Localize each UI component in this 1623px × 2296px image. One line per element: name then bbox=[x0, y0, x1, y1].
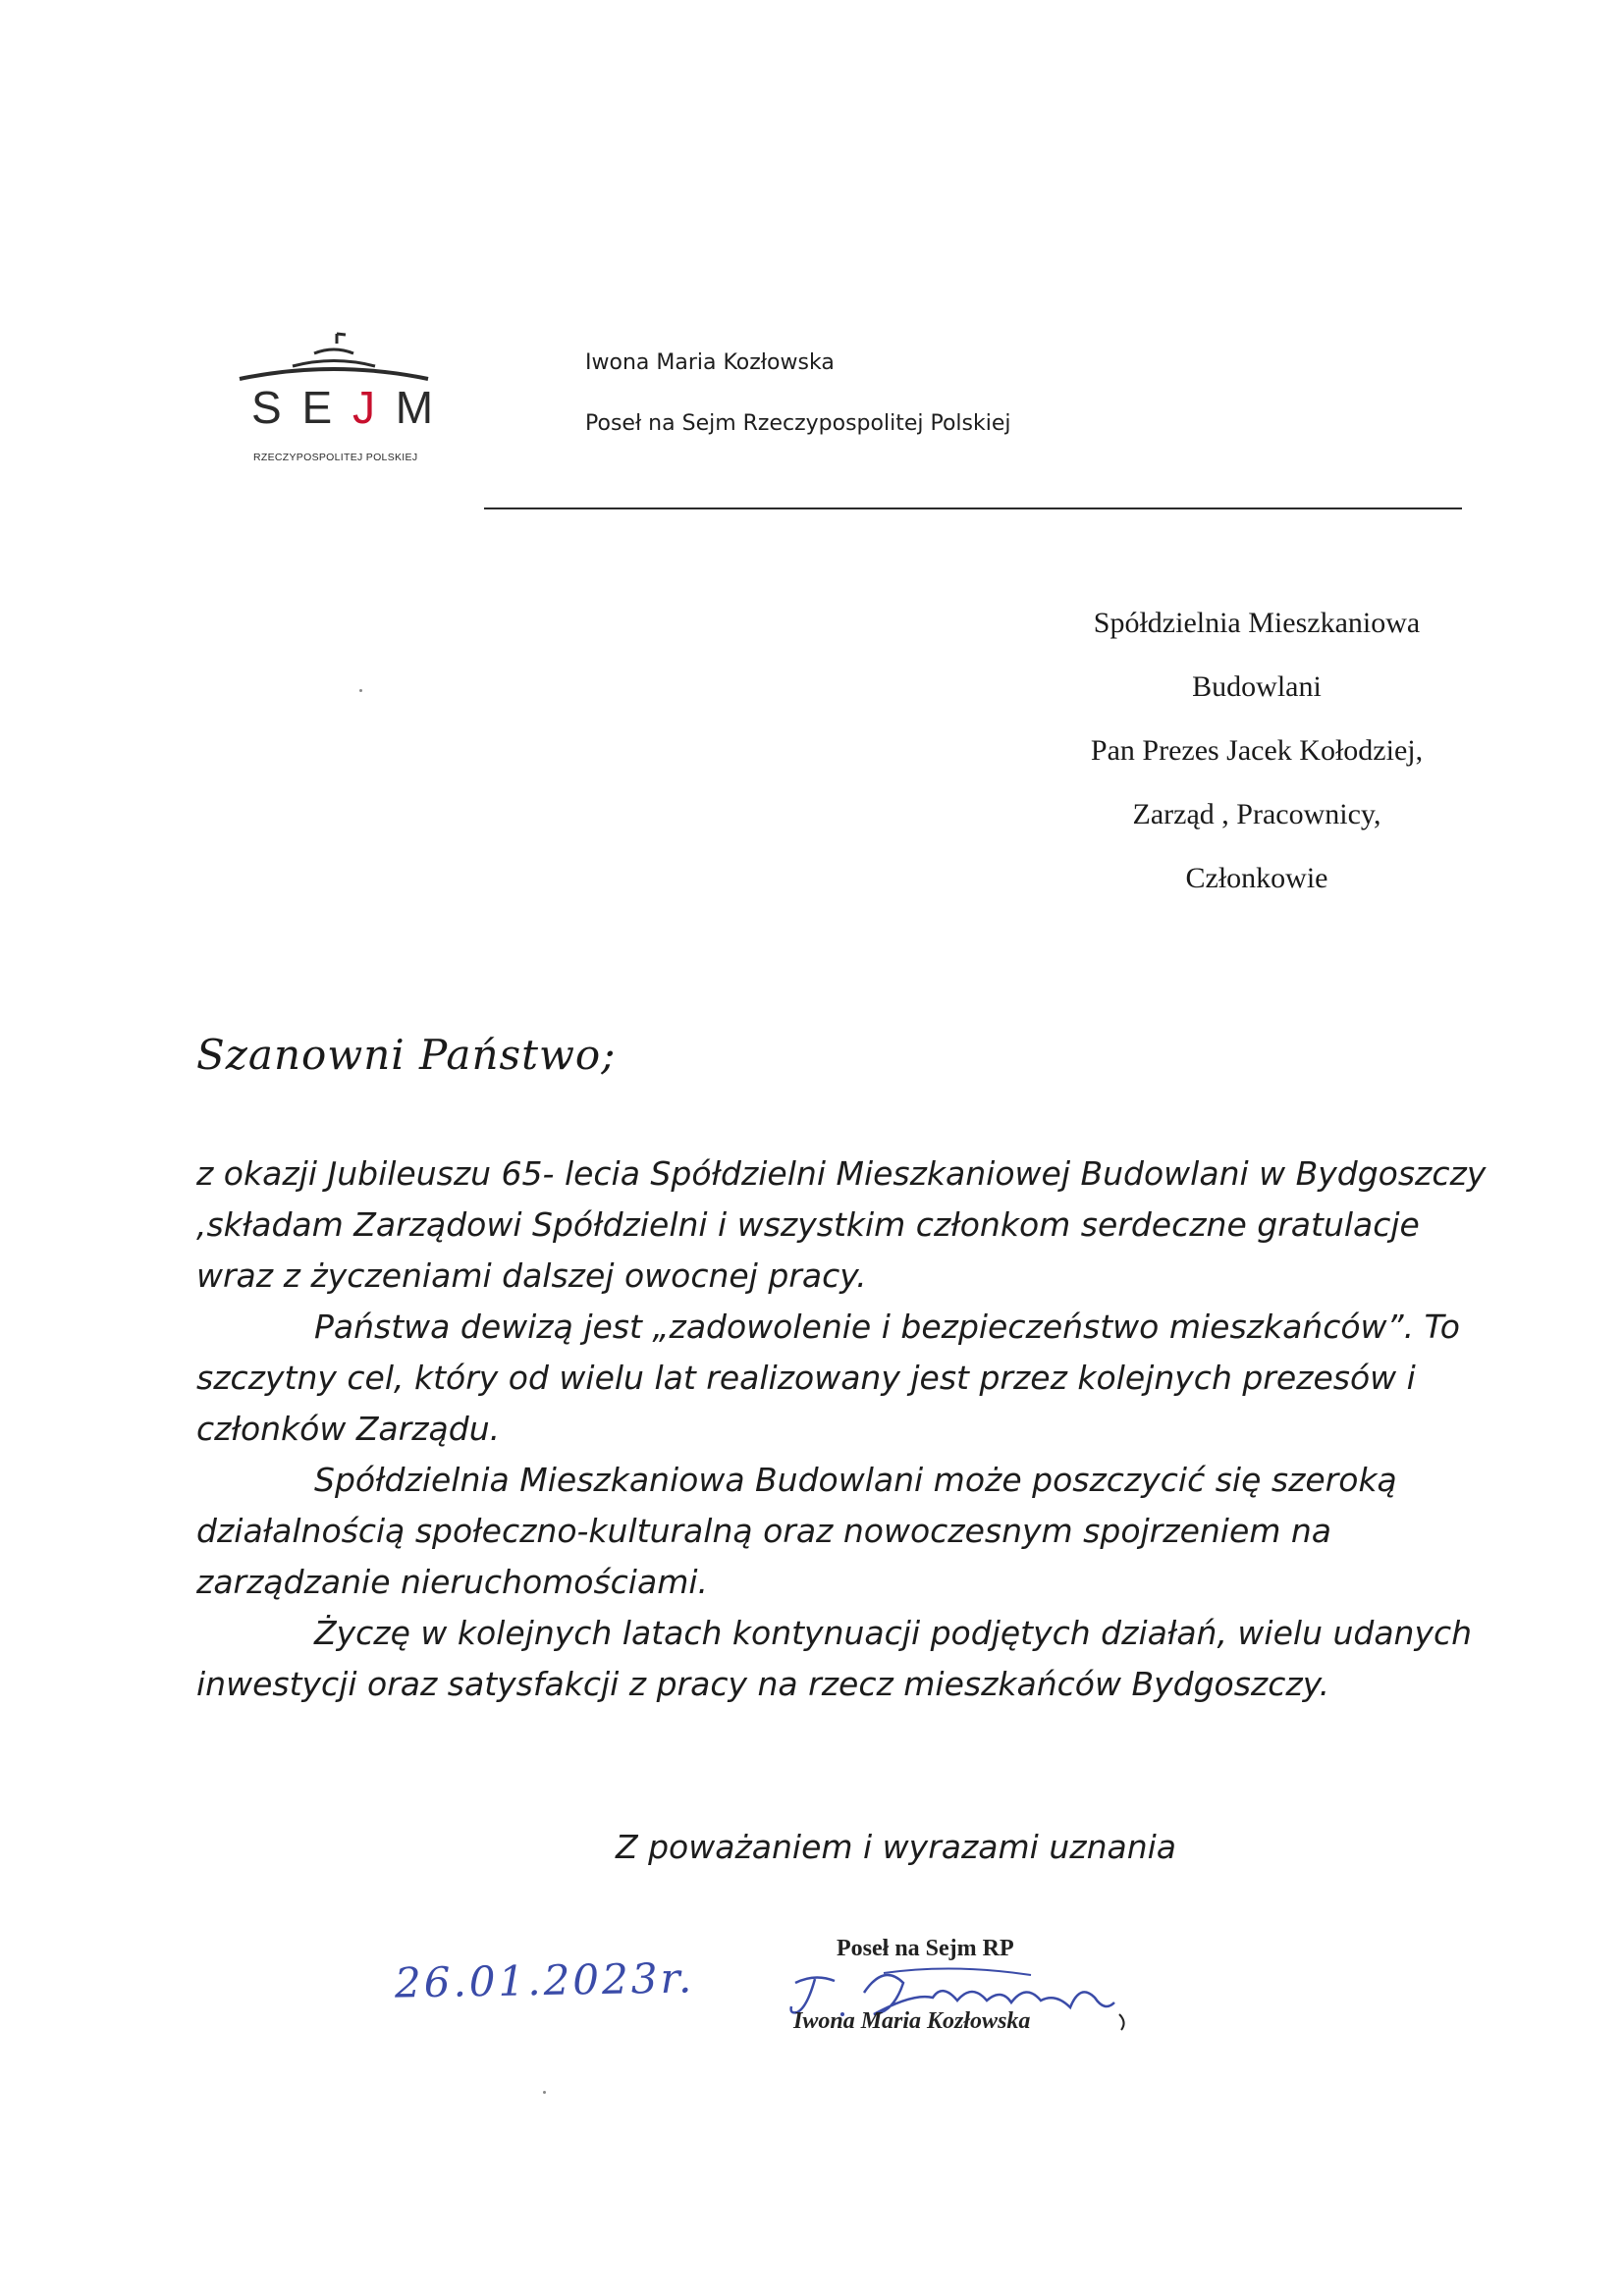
addressee-line: Zarząd , Pracownicy, bbox=[1132, 798, 1381, 830]
addressee-line: Członkowie bbox=[1185, 862, 1328, 894]
body-paragraph: Państwa dewizą jest „zadowolenie i bezpieczeństwo mieszkańców”. To szczytny cel, który od wielu lat realizowany jest przez kolejnych prezesów i członków Zarządu. bbox=[196, 1308, 1460, 1448]
sender-title: Poseł na Sejm Rzeczypospolitej Polskiej bbox=[585, 411, 1011, 436]
addressee-line: Spółdzielnia Mieszkaniowa bbox=[1093, 607, 1421, 639]
body-paragraph: Życzę w kolejnych latach kontynuacji podjętych działań, wielu udanych inwestycji oraz satysfakcji z pracy na rzecz mieszkańców Bydgoszczy. bbox=[196, 1614, 1473, 1703]
body-paragraph: Spółdzielnia Mieszkaniowa Budowlani może poszczycić się szeroką działalnością społeczno-kulturalną oraz nowoczesnym spojrzeniem na zarządzanie nieruchomościami. bbox=[196, 1461, 1397, 1601]
logo-subtitle: RZECZYPOSPOLITEJ POLSKIEJ bbox=[253, 452, 418, 463]
addressee-line: Budowlani bbox=[1192, 670, 1322, 703]
stamp-title: Poseł na Sejm RP bbox=[837, 1936, 1014, 1961]
handwritten-date: 26.01.2023r. bbox=[394, 1953, 695, 2007]
sejm-logo bbox=[236, 332, 438, 469]
addressee-line: Pan Prezes Jacek Kołodziej, bbox=[1090, 734, 1424, 767]
sender-name: Iwona Maria Kozłowska bbox=[585, 350, 835, 375]
stamp-name: Iwona Maria Kozłowska bbox=[793, 2008, 1031, 2034]
closing-line: Z poważaniem i wyrazami uznania bbox=[616, 1828, 1177, 1866]
body-paragraph: z okazji Jubileuszu 65- lecia Spółdzielni Mieszkaniowej Budowlani w Bydgoszczy ,składam Zarządowi Spółdzielni i wszystkim członkom serdeczne gratulacje wraz z życzeniami dalszej owocnej pracy. bbox=[196, 1154, 1487, 1295]
letter-body bbox=[196, 1148, 1502, 1710]
addressee-block bbox=[982, 599, 1532, 918]
logo-letters: S E J M bbox=[251, 382, 438, 433]
salutation: Szanowni Państwo; bbox=[196, 1031, 617, 1079]
header-divider bbox=[484, 507, 1462, 509]
scan-speck bbox=[359, 689, 362, 692]
scan-speck bbox=[543, 2091, 546, 2094]
